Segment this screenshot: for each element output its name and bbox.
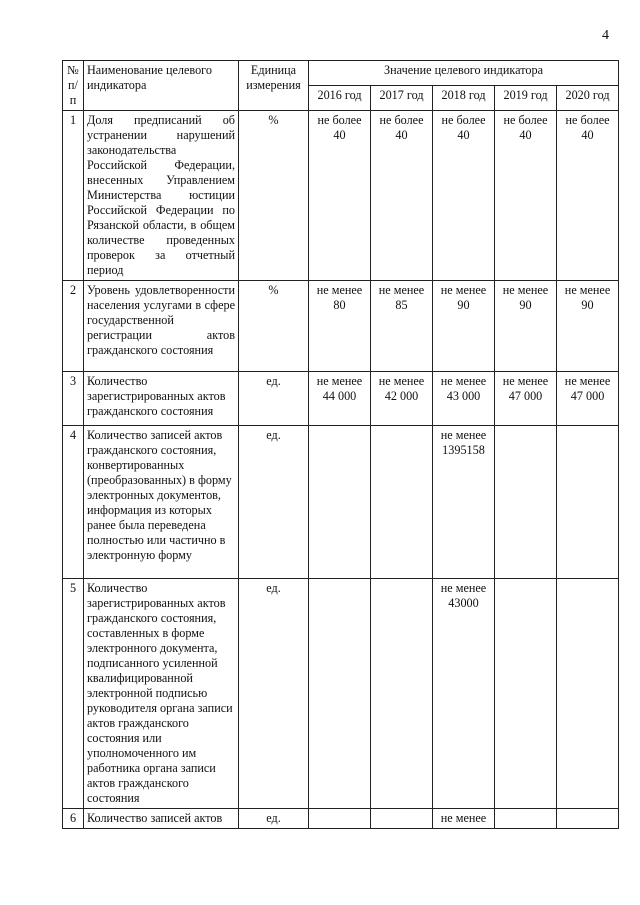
row-value (495, 809, 557, 829)
row-value: не менее 90 (557, 281, 619, 372)
row-unit: % (239, 111, 309, 281)
header-year: 2020 год (557, 86, 619, 111)
row-value (309, 426, 371, 579)
row-value: не менее 1395158 (433, 426, 495, 579)
row-value: не более 40 (557, 111, 619, 281)
row-value (495, 579, 557, 809)
row-unit: ед. (239, 579, 309, 809)
row-value (309, 579, 371, 809)
row-unit: % (239, 281, 309, 372)
row-num: 1 (63, 111, 84, 281)
page-number: 4 (602, 28, 609, 43)
row-value (495, 426, 557, 579)
row-num: 3 (63, 372, 84, 426)
header-name: Наименование целевого индикатора (84, 61, 239, 111)
row-name: Уровень удовлетворенности населения услугами в сфере государственной регистрации актов гражданского состояния (84, 281, 239, 372)
header-year: 2019 год (495, 86, 557, 111)
row-name: Доля предписаний об устранении нарушений законодательства Российской Федерации, внесенных Управлением Министерства юстиции Российской Федерации по Рязанской области, в общем количестве проведенных проверок за отчетный период (84, 111, 239, 281)
row-value: не менее (433, 809, 495, 829)
row-name: Количество записей актов (84, 809, 239, 829)
row-value: не менее 47 000 (495, 372, 557, 426)
header-values: Значение целевого индикатора (309, 61, 619, 86)
header-year: 2017 год (371, 86, 433, 111)
row-value (371, 809, 433, 829)
table-row (63, 809, 619, 829)
table-row (63, 426, 619, 579)
row-value: не менее 42 000 (371, 372, 433, 426)
header-year: 2016 год (309, 86, 371, 111)
table-row (63, 281, 619, 372)
row-value: не более 40 (495, 111, 557, 281)
indicator-table (62, 60, 619, 829)
header-num: № п/ п (63, 61, 84, 111)
row-value (371, 579, 433, 809)
table-row (63, 111, 619, 281)
row-value (309, 809, 371, 829)
row-value: не менее 43000 (433, 579, 495, 809)
row-num: 5 (63, 579, 84, 809)
row-value: не менее 47 000 (557, 372, 619, 426)
table-row (63, 372, 619, 426)
row-value: не более 40 (371, 111, 433, 281)
row-value: не менее 90 (495, 281, 557, 372)
row-value: не более 40 (433, 111, 495, 281)
row-unit: ед. (239, 426, 309, 579)
row-num: 2 (63, 281, 84, 372)
row-value: не менее 43 000 (433, 372, 495, 426)
row-value (557, 426, 619, 579)
row-value: не менее 85 (371, 281, 433, 372)
row-value (557, 809, 619, 829)
row-value: не менее 44 000 (309, 372, 371, 426)
row-value (557, 579, 619, 809)
table-row (63, 579, 619, 809)
header-row (63, 61, 619, 86)
row-value: не менее 90 (433, 281, 495, 372)
row-name: Количество зарегистрированных актов гражданского состояния (84, 372, 239, 426)
row-unit: ед. (239, 809, 309, 829)
row-value: не более 40 (309, 111, 371, 281)
row-num: 6 (63, 809, 84, 829)
row-name: Количество записей актов гражданского состояния, конвертированных (преобразованных) в форму электронных документов, информация из которых ранее была переведена полностью или частично в электронную форму (84, 426, 239, 579)
row-name: Количество зарегистрированных актов гражданского состояния, составленных в форме электронного документа, подписанного усиленной квалифицированной электронной подписью руководителя органа записи актов гражданского состояния или уполномоченного им работника органа записи актов гражданского состояния (84, 579, 239, 809)
header-year: 2018 год (433, 86, 495, 111)
row-unit: ед. (239, 372, 309, 426)
row-num: 4 (63, 426, 84, 579)
row-value: не менее 80 (309, 281, 371, 372)
header-unit: Единица измерения (239, 61, 309, 111)
row-value (371, 426, 433, 579)
